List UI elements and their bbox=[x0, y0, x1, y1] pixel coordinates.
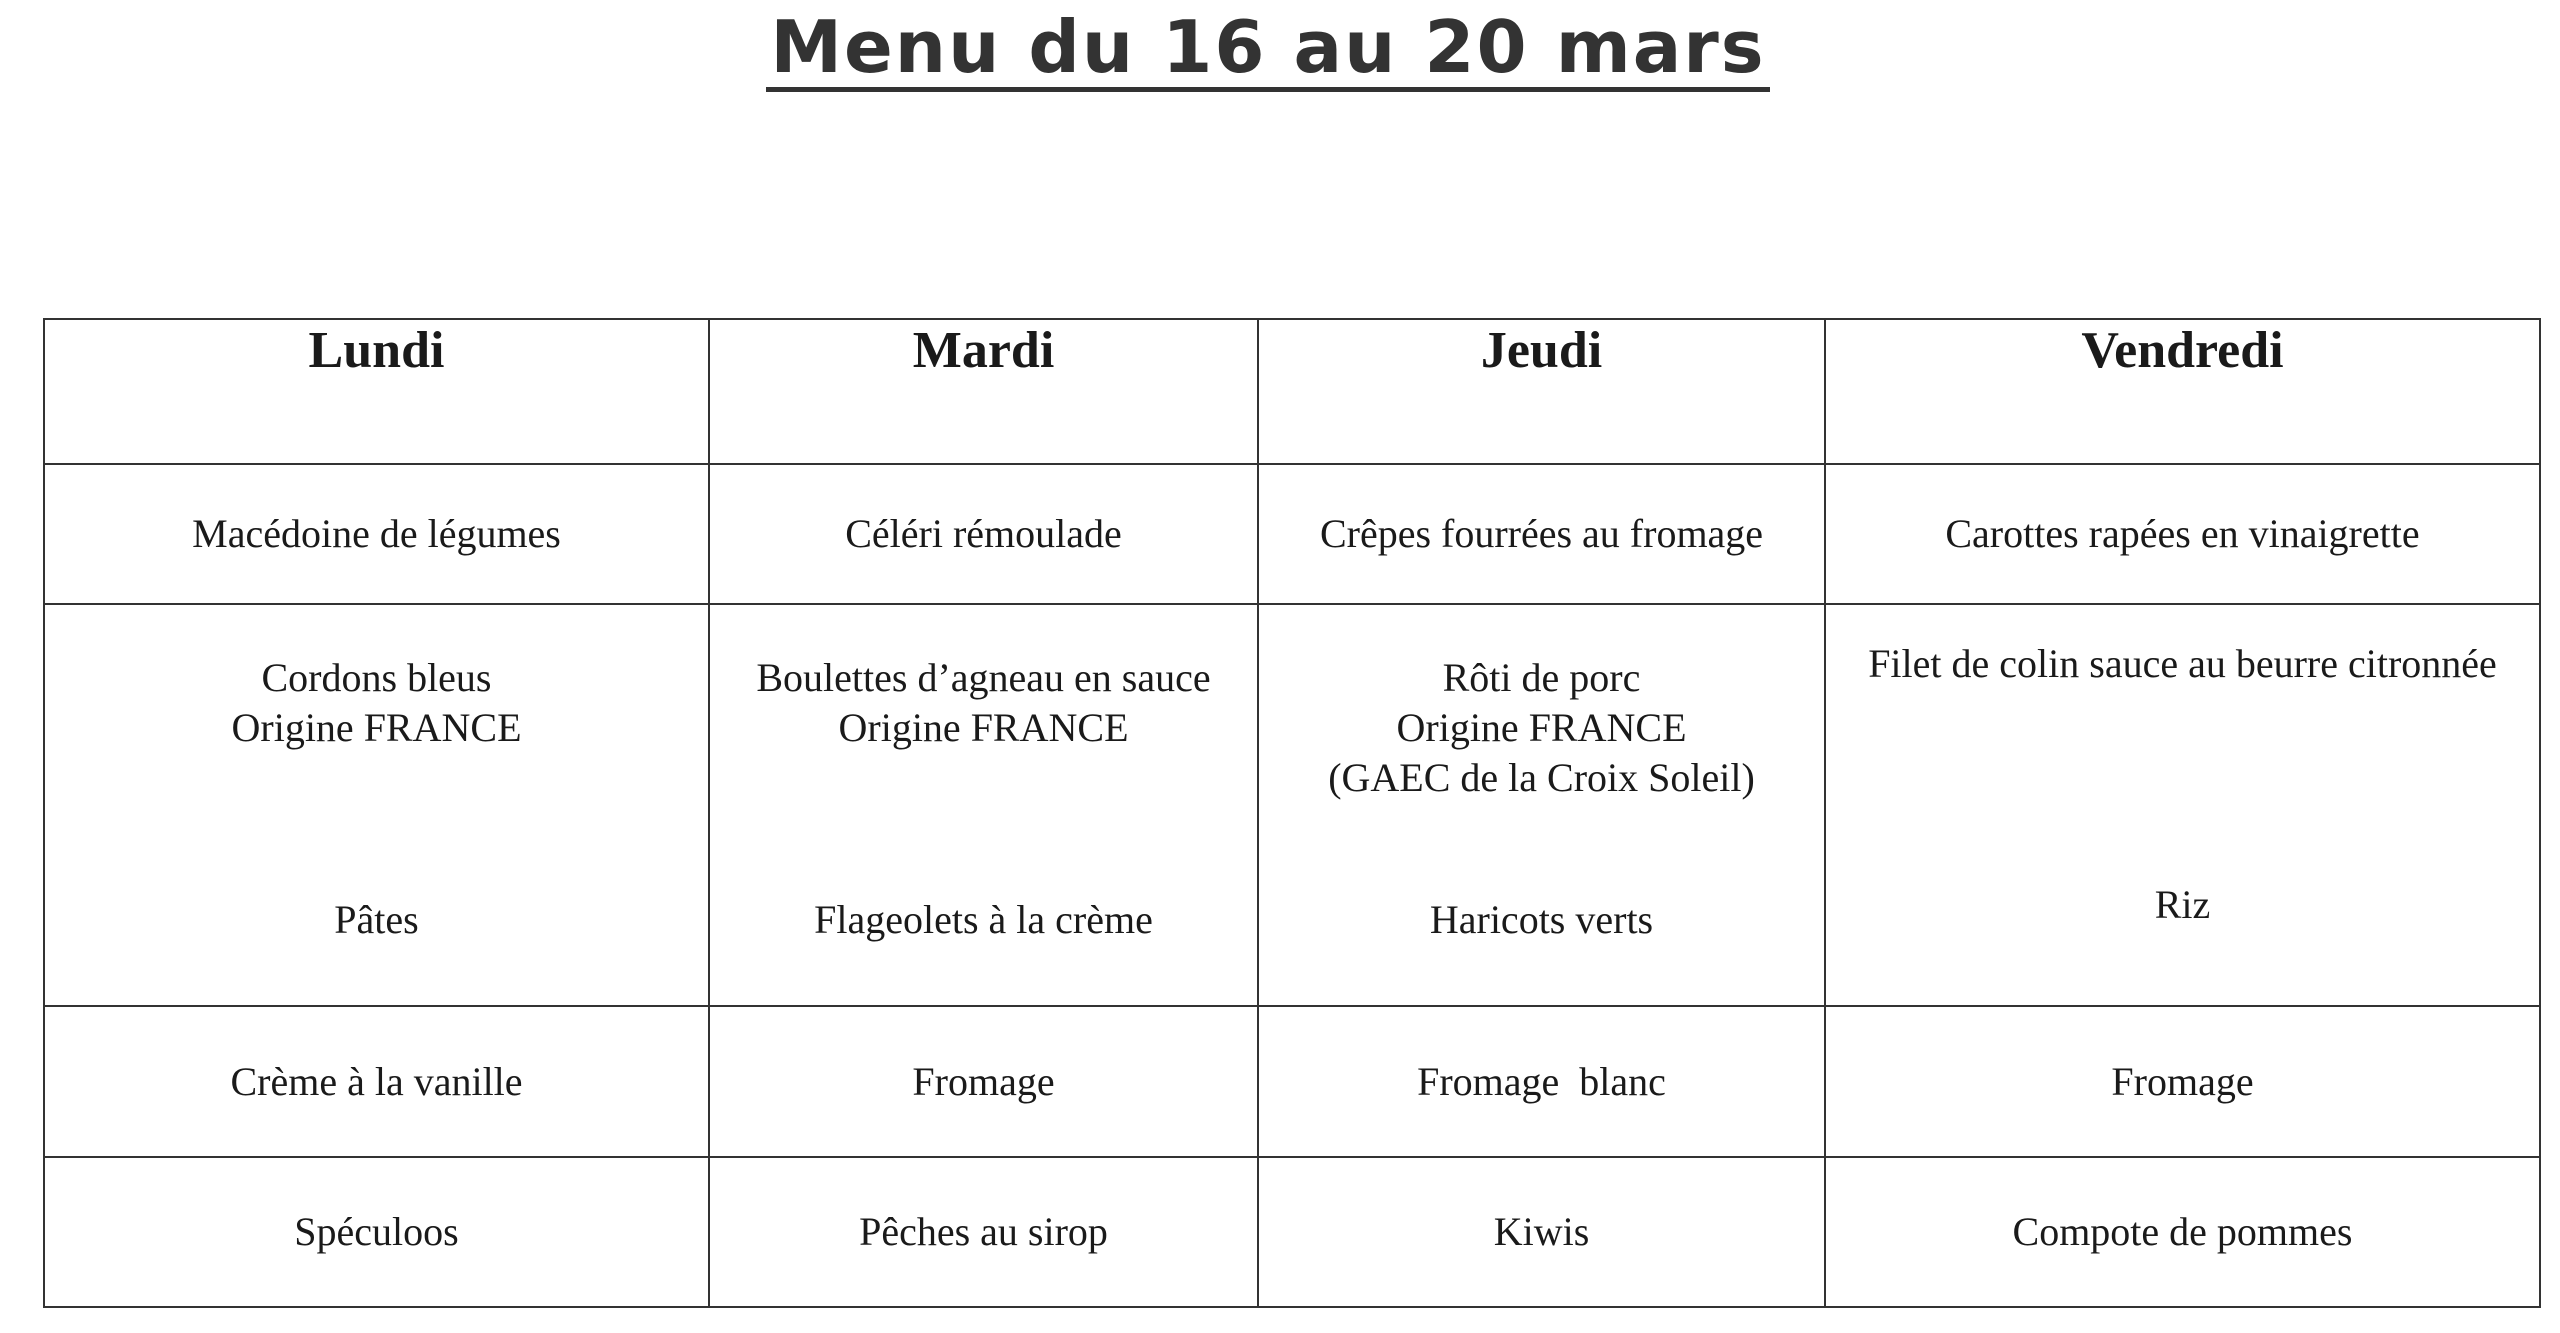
plat-lundi bbox=[44, 604, 709, 1006]
plat-jeudi bbox=[1258, 604, 1825, 1006]
fromage-mardi: Fromage bbox=[709, 1006, 1258, 1157]
entree-row bbox=[44, 464, 2540, 604]
entree-lundi: Macédoine de légumes bbox=[44, 464, 709, 604]
plat-line: Rôti de porc bbox=[1442, 655, 1641, 700]
accompagnement: Pâtes bbox=[334, 897, 419, 942]
plat-row bbox=[44, 604, 2540, 1006]
day-header-lundi: Lundi bbox=[44, 319, 709, 464]
dessert-row bbox=[44, 1157, 2540, 1307]
dessert-vendredi: Compote de pommes bbox=[1825, 1157, 2540, 1307]
fromage-jeudi: Fromage blanc bbox=[1258, 1006, 1825, 1157]
dessert-mardi: Pêches au sirop bbox=[709, 1157, 1258, 1307]
plat-line: Origine FRANCE bbox=[838, 705, 1129, 750]
plat-line: Origine FRANCE bbox=[1396, 705, 1687, 750]
day-header-vendredi: Vendredi bbox=[1825, 319, 2540, 464]
accompagnement: Riz bbox=[2154, 882, 2211, 927]
entree-jeudi: Crêpes fourrées au fromage bbox=[1258, 464, 1825, 604]
entree-mardi: Céléri rémoulade bbox=[709, 464, 1258, 604]
dessert-lundi: Spéculoos bbox=[44, 1157, 709, 1307]
menu-table bbox=[43, 318, 2541, 1308]
plat-line: Boulettes d’agneau en sauce bbox=[756, 655, 1211, 700]
plat-line: Filet de colin sauce au beurre citronnée bbox=[1868, 641, 2497, 686]
plat-line: Origine FRANCE bbox=[231, 705, 522, 750]
dessert-jeudi: Kiwis bbox=[1258, 1157, 1825, 1307]
plat-main bbox=[710, 653, 1257, 753]
fromage-row bbox=[44, 1006, 2540, 1157]
plat-line: Cordons bleus bbox=[261, 655, 492, 700]
plat-main bbox=[1826, 639, 2539, 689]
plat-main bbox=[45, 653, 708, 753]
day-header-jeudi: Jeudi bbox=[1258, 319, 1825, 464]
fromage-lundi: Crème à la vanille bbox=[44, 1006, 709, 1157]
accompagnement: Flageolets à la crème bbox=[814, 897, 1153, 942]
plat-mardi bbox=[709, 604, 1258, 1006]
fromage-vendredi: Fromage bbox=[1825, 1006, 2540, 1157]
plat-vendredi bbox=[1825, 604, 2540, 1006]
plat-line: (GAEC de la Croix Soleil) bbox=[1328, 755, 1755, 800]
accompagnement: Haricots verts bbox=[1429, 897, 1654, 942]
plat-main bbox=[1259, 653, 1824, 803]
day-header-mardi: Mardi bbox=[709, 319, 1258, 464]
header-row bbox=[44, 319, 2540, 464]
entree-vendredi: Carottes rapées en vinaigrette bbox=[1825, 464, 2540, 604]
menu-title: Menu du 16 au 20 mars bbox=[766, 7, 1769, 92]
page-title bbox=[0, 2, 2560, 92]
